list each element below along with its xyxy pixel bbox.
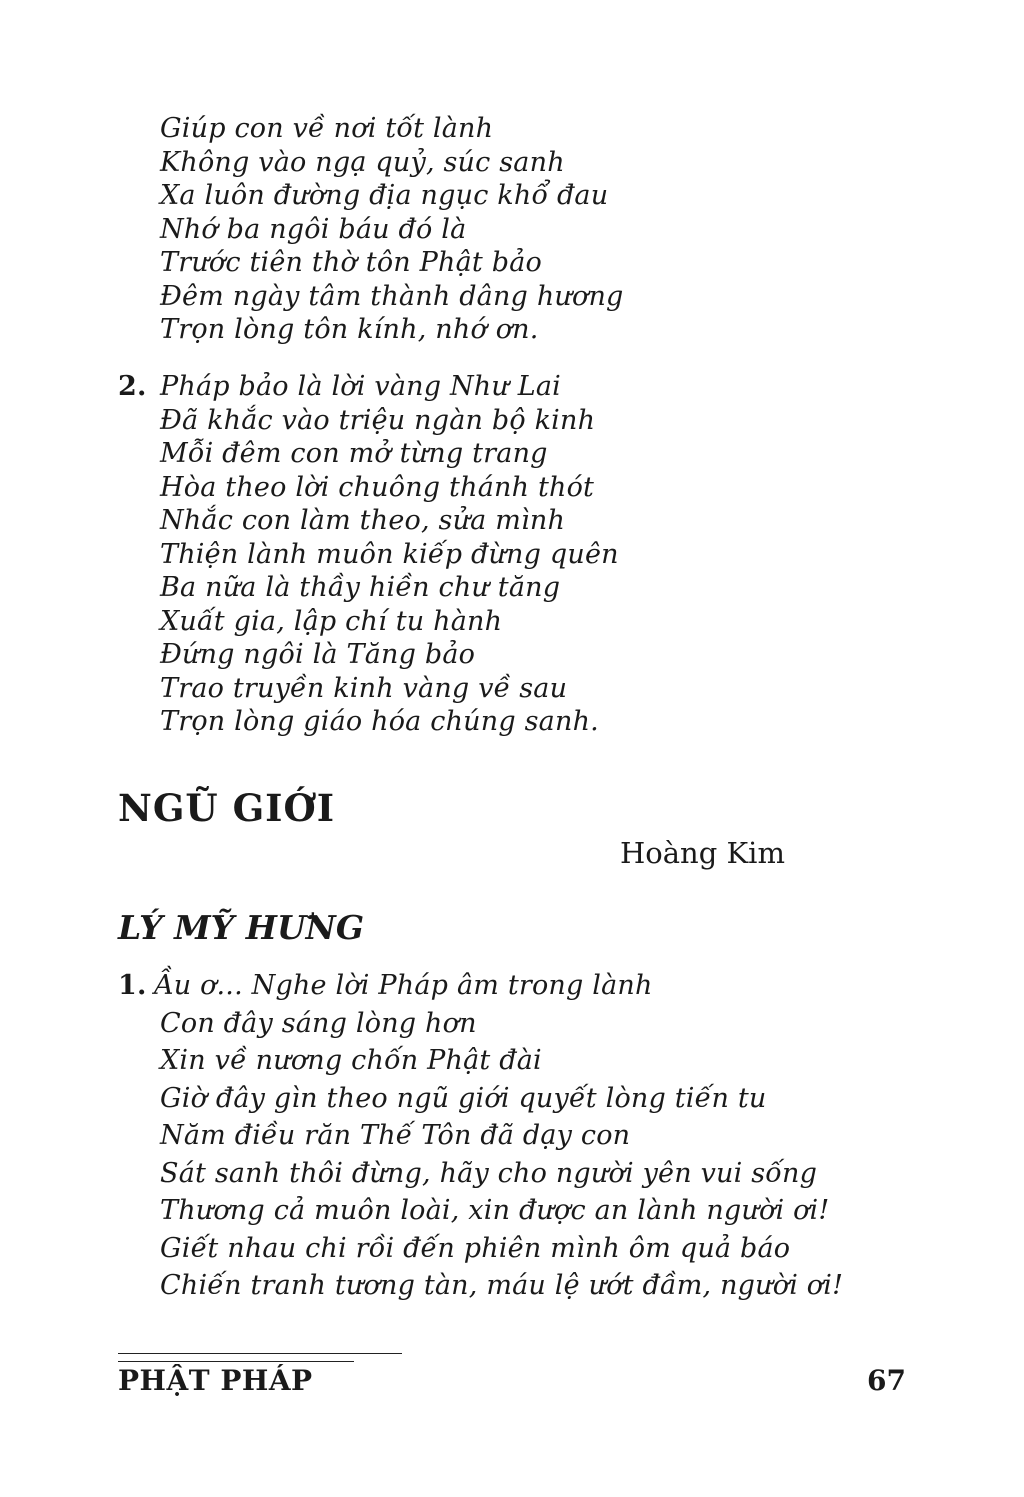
verse-line: Giết nhau chi rồi đến phiên mình ôm quả báo: [160, 1232, 791, 1264]
verse-line: Xuất gia, lập chí tu hành: [160, 605, 503, 637]
verse-line: Năm điều răn Thế Tôn đã dạy con: [160, 1120, 631, 1151]
author-name: Hoàng Kim: [620, 836, 785, 870]
verse-line: Thương cả muôn loài, xin được an lành người ơi!: [160, 1195, 830, 1226]
verse-line-text: Ầu ơ... Nghe lời Pháp âm trong lành: [154, 970, 653, 1001]
verse-line-text: Pháp bảo là lời vàng Như Lai: [160, 371, 562, 402]
verse-line: Đã khắc vào triệu ngàn bộ kinh: [160, 404, 596, 436]
verse-line: Trọn lòng giáo hóa chúng sanh.: [160, 706, 599, 737]
verse-line: Xin về nương chốn Phật đài: [160, 1045, 542, 1076]
verse-line: Hòa theo lời chuông thánh thót: [160, 471, 595, 503]
verse-line: Không vào ngạ quỷ, súc sanh: [160, 146, 565, 178]
stanza-continued: [118, 112, 624, 347]
verse-line: Ba nữa là thầy hiền chư tăng: [160, 572, 561, 603]
verse-line: Giờ đây gìn theo ngũ giới quyết lòng tiến tu: [160, 1082, 767, 1114]
verse-line: Trao truyền kinh vàng về sau: [160, 672, 568, 704]
stanza-2: [118, 370, 619, 739]
verse-line: Giúp con về nơi tốt lành: [160, 113, 494, 144]
section-title: NGŨ GIỚI: [118, 786, 336, 830]
stanza-number: 1.: [118, 970, 147, 1001]
verse-line: Con đây sáng lòng hơn: [160, 1007, 477, 1039]
melody-title: LÝ MỸ HƯNG: [118, 908, 365, 947]
verse-line-first: [118, 967, 843, 1005]
verse-line: Trước tiên thờ tôn Phật bảo: [160, 247, 542, 278]
verse-line-first: [118, 370, 619, 404]
stanza-number: 2.: [118, 371, 147, 402]
verse-line: Mỗi đêm con mở từng trang: [160, 438, 548, 469]
verse-line: Đêm ngày tâm thành dâng hương: [160, 280, 624, 312]
verse-line: Nhớ ba ngôi báu đó là: [160, 213, 467, 245]
footer-book-title: PHẬT PHÁP: [118, 1364, 313, 1397]
verse-line: Chiến tranh tương tàn, máu lệ ướt đầm, người ơi!: [160, 1270, 844, 1301]
verse-line: Thiện lành muôn kiếp đừng quên: [160, 538, 619, 570]
verse-line: Xa luôn đường địa ngục khổ đau: [160, 180, 609, 211]
page-number: 67: [867, 1364, 906, 1397]
footer-rule-long: [118, 1353, 402, 1354]
footer-rule-short: [118, 1361, 354, 1362]
verse-line: Đứng ngôi là Tăng bảo: [160, 639, 476, 670]
verse-line: Sát sanh thôi đừng, hãy cho người yên vui sống: [160, 1157, 818, 1189]
verse-line: Nhắc con làm theo, sửa mình: [160, 505, 566, 536]
verse-line: Trọn lòng tôn kính, nhớ ơn.: [160, 314, 539, 345]
stanza-1: [118, 967, 843, 1305]
